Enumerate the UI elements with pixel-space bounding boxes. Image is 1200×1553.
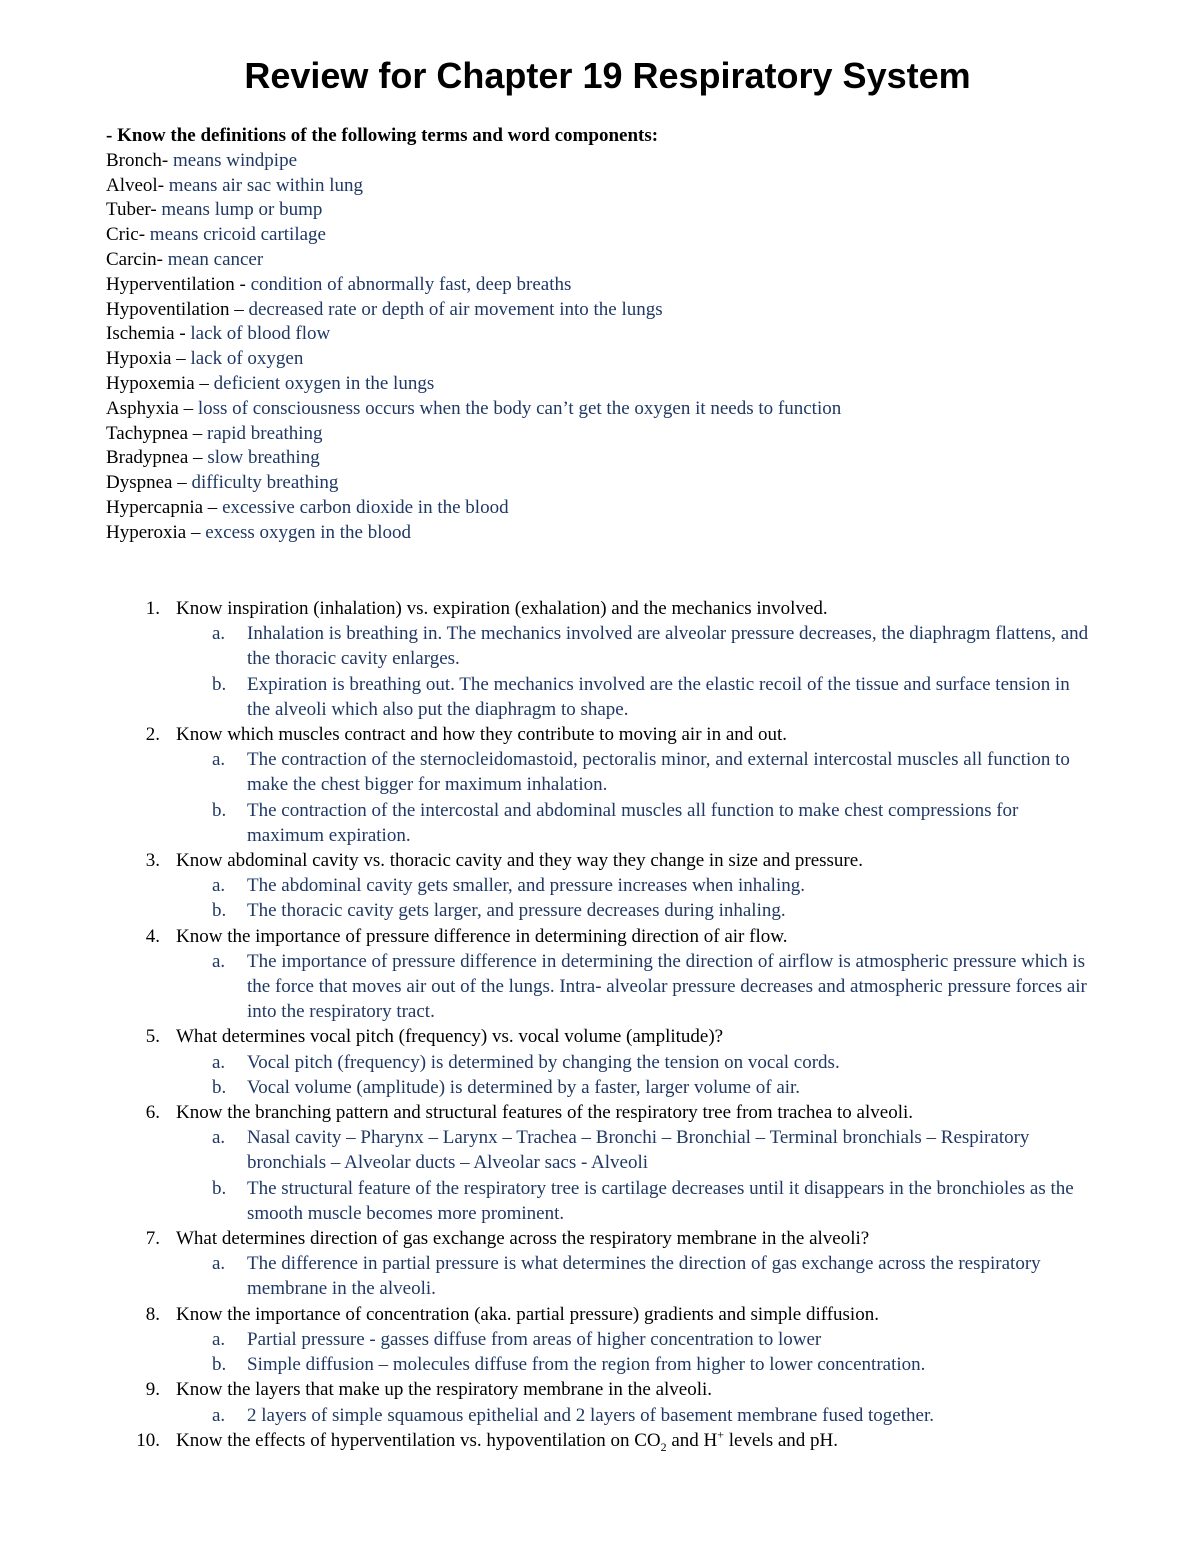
definitions-intro: - Know the definitions of the following terms and word components: [106,125,659,146]
question-text [176,1428,1106,1453]
definitions-section [106,124,1106,546]
question-number: 4. [145,925,160,947]
definition-item [106,397,1106,422]
answer-text: Inhalation is breathing in. The mechanics involved are alveolar pressure decreases, the diaphragm flattens, and the thoracic cavity enlarges. [247,623,1089,670]
definition-item [106,446,1106,471]
question-text-part: Know the effects of hyperventilation vs. hypoventilation on CO [176,1429,661,1451]
question-item [106,1302,1106,1327]
question-number: 7. [145,1228,160,1250]
definition-term: Tachypnea – [106,422,208,444]
definition-item [106,198,1106,223]
question-text: Know the importance of pressure difference in determining direction of air flow. [176,925,788,947]
question-text: Know the importance of concentration (aka. partial pressure) gradients and simple diffusion. [176,1303,879,1325]
answer-item [106,1403,1097,1428]
answer-text: The contraction of the intercostal and abdominal muscles all function to make chest compressions for maximum expiration. [247,799,1019,846]
answer-item [106,949,1097,1025]
question-number: 5. [145,1026,160,1048]
question-item [106,1377,1106,1402]
answer-text: Expiration is breathing out. The mechanics involved are the elastic recoil of the tissue and surface tension in the alveoli which also put the diaphragm to shape. [247,673,1070,720]
definition-meaning: excessive carbon dioxide in the blood [222,496,509,518]
answer-letter: a. [212,1253,226,1275]
definition-item [106,471,1106,496]
answer-letter: a. [212,1328,226,1350]
answer-letter: b. [212,799,227,821]
question-text: Know which muscles contract and how they contribute to moving air in and out. [176,724,788,746]
answer-letter: b. [212,673,227,695]
answer-item [106,1075,1097,1100]
definition-term: Cric- [106,224,150,246]
definition-item [106,496,1106,521]
answer-item [106,898,1097,923]
question-items [106,596,1106,1428]
answer-text: Partial pressure - gasses diffuse from areas of higher concentration to lower [247,1328,822,1350]
definition-meaning: means cricoid cartilage [149,224,326,246]
answer-text: Nasal cavity – Pharynx – Larynx – Trachea – Bronchi – Bronchial – Terminal bronchials – Respiratory bronchials – Alveolar ducts – Alveolar sacs - Alveoli [247,1127,1030,1174]
question-number: 9. [145,1379,160,1401]
answer-item [106,1251,1097,1301]
definition-meaning: decreased rate or depth of air movement into the lungs [248,298,663,320]
definition-term: Hypercapnia – [106,496,223,518]
definition-item [106,248,1106,273]
question-number: 2. [145,724,160,746]
answer-letter: a. [212,875,226,897]
definition-meaning: condition of abnormally fast, deep breaths [250,273,572,295]
definition-item [106,422,1106,447]
definition-meaning: means windpipe [173,149,298,171]
question-number: 3. [145,850,160,872]
question-number: 1. [145,598,160,619]
question-item [106,1100,1106,1125]
definition-term: Bronch- [106,149,174,171]
definition-meaning: loss of consciousness occurs when the body can’t get the oxygen it needs to function [197,397,842,419]
answer-text: Vocal pitch (frequency) is determined by changing the tension on vocal cords. [247,1051,840,1073]
definition-meaning: excess oxygen in the blood [205,521,411,543]
definition-item [106,174,1106,199]
definition-term: Bradypnea – [106,447,208,469]
definition-meaning: mean cancer [167,248,264,270]
superscript: + [717,1427,725,1442]
answer-letter: b. [212,1354,227,1376]
answer-letter: b. [212,900,227,922]
definition-meaning: means air sac within lung [168,174,363,196]
answer-text: The abdominal cavity gets smaller, and pressure increases when inhaling. [247,875,805,897]
answer-item [106,621,1097,671]
answer-item [106,1050,1097,1075]
subscript: 2 [660,1439,667,1454]
answer-item [106,747,1097,797]
answer-item [106,798,1097,848]
definition-item [106,322,1106,347]
answer-text: The difference in partial pressure is what determines the direction of gas exchange across the respiratory membrane in the alveoli. [247,1253,1041,1300]
answer-item [106,1176,1097,1226]
definition-meaning: means lump or bump [161,199,323,221]
definition-term: Carcin- [106,248,168,270]
question-text: What determines vocal pitch (frequency) vs. vocal volume (amplitude)? [176,1026,724,1048]
answer-letter: b. [212,1076,227,1098]
question-text-part: and H [666,1429,718,1451]
definition-item [106,372,1106,397]
answer-letter: a. [212,623,226,645]
question-number: 8. [145,1303,160,1325]
definition-meaning: lack of oxygen [190,348,304,370]
answer-letter: a. [212,1404,226,1426]
answer-item [106,672,1097,722]
question-text: Know inspiration (inhalation) vs. expiration (exhalation) and the mechanics involved. [176,598,828,619]
question-item [106,596,1106,621]
definition-meaning: rapid breathing [207,422,323,444]
answer-letter: b. [212,1177,227,1199]
question-text: What determines direction of gas exchange across the respiratory membrane in the alveoli? [176,1228,870,1250]
answer-item [106,1327,1097,1352]
answer-text: The structural feature of the respiratory tree is cartilage decreases until it disappears in the bronchioles as the smooth muscle becomes more prominent. [247,1177,1074,1224]
definition-meaning: lack of blood flow [190,323,331,345]
question-text: Know the branching pattern and structural features of the respiratory tree from trachea to alveoli. [176,1102,914,1124]
definition-meaning: slow breathing [207,447,320,469]
definition-term: Asphyxia – [106,397,198,419]
answer-letter: a. [212,950,226,972]
definition-meaning: deficient oxygen in the lungs [213,372,435,394]
answer-letter: a. [212,1127,226,1149]
definition-term: Ischemia - [106,323,191,345]
question-number: 10. [136,1429,160,1451]
answer-text: The contraction of the sternocleidomastoid, pectoralis minor, and external intercostal muscles all function to make the chest bigger for maximum inhalation. [247,749,1070,796]
answer-text: Vocal volume (amplitude) is determined by a faster, larger volume of air. [247,1076,801,1098]
answer-text: Simple diffusion – molecules diffuse from the region from higher to lower concentration. [247,1354,926,1376]
answer-item [106,873,1097,898]
answer-item [106,1125,1097,1175]
definition-item [106,273,1106,298]
definition-term: Dyspnea – [106,472,192,494]
definition-term: Alveol- [106,174,169,196]
definition-term: Hypoxemia – [106,372,214,394]
definition-term: Tuber- [106,199,162,221]
question-item [106,722,1106,747]
answer-text: The thoracic cavity gets larger, and pressure decreases during inhaling. [247,900,786,922]
answer-text: 2 layers of simple squamous epithelial and 2 layers of basement membrane fused together. [247,1404,934,1426]
question-item [106,924,1106,949]
question-number: 6. [145,1102,160,1124]
question-text: Know abdominal cavity vs. thoracic cavity and they way they change in size and pressure. [176,850,863,872]
definition-item [106,298,1106,323]
question-item [106,1428,1106,1453]
definition-item [106,521,1106,546]
definitions-list [106,149,1106,546]
question-item [106,1226,1106,1251]
page-title: Review for Chapter 19 Respiratory System [244,55,971,96]
question-item [106,848,1106,873]
definition-item [106,347,1106,372]
answer-item [106,1352,1097,1377]
question-text: Know the layers that make up the respiratory membrane in the alveoli. [176,1379,713,1401]
question-item [106,1024,1106,1049]
answer-letter: a. [212,1051,226,1073]
definition-meaning: difficulty breathing [191,472,339,494]
definition-term: Hyperoxia – [106,521,206,543]
answer-text: The importance of pressure difference in determining the direction of airflow is atmospheric pressure which is the force that moves air out of the lungs. Intra- alveolar pressure decreases and atmospheric pressure forces air into the respiratory tract. [247,950,1087,1023]
definition-term: Hypoxia – [106,348,191,370]
question-text-part: levels and pH. [724,1429,839,1451]
definition-term: Hyperventilation - [106,273,251,295]
answer-letter: a. [212,749,226,771]
definition-item [106,223,1106,248]
definition-term: Hypoventilation – [106,298,249,320]
definition-item [106,149,1106,174]
questions-list [106,596,1106,1453]
